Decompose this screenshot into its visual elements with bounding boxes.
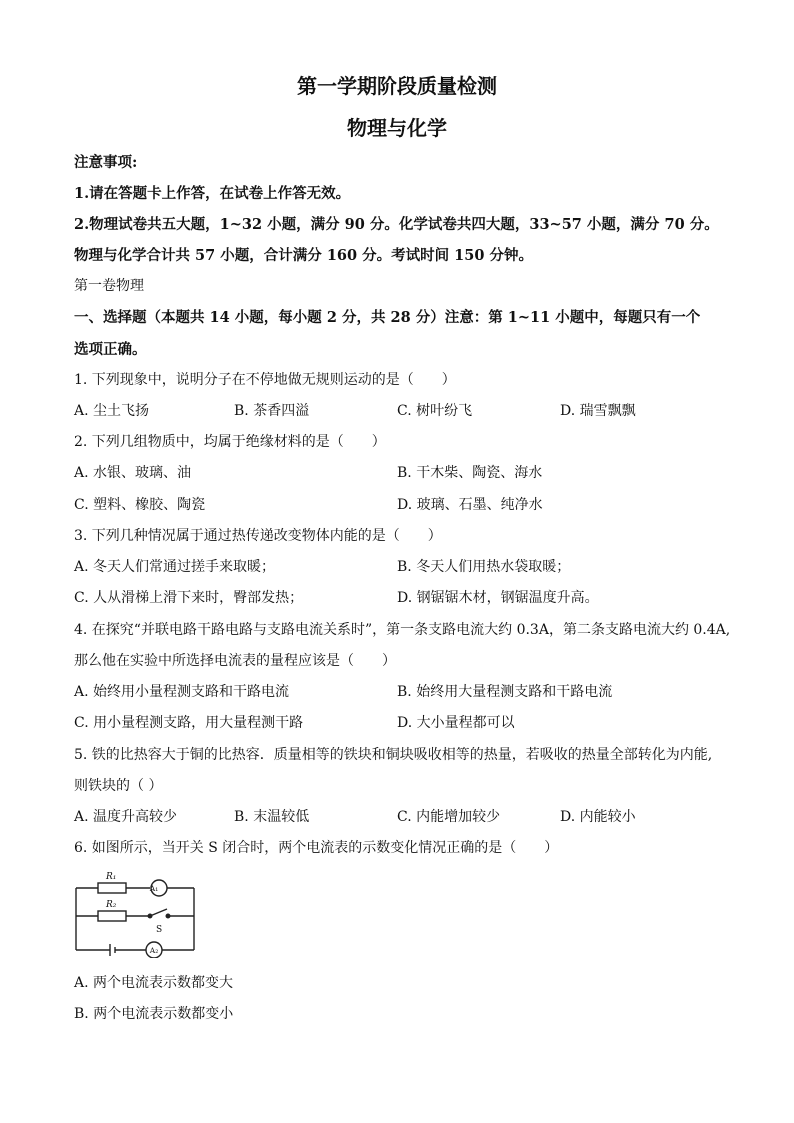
question-6-stem: 6. 如图所示，当开关 S 闭合时，两个电流表的示数变化情况正确的是（ ） [74,840,559,856]
question-2-option-c: C. 塑料、橡胶、陶瓷 [74,497,206,513]
question-2-option-d: D. 玻璃、石墨、纯净水 [397,497,543,513]
question-4-stem-line-1: 4. 在探究“并联电路干路电路与支路电流关系时”，第一条支路电流大约 0.3A，第二条支路电流大约 0.4A, [74,622,731,638]
label-switch: S [156,925,163,935]
question-4-option-b: B. 始终用大量程测支路和干路电流 [397,684,613,700]
switch-s [150,909,167,916]
question-1-stem: 1. 下列现象中，说明分子在不停地做无规则运动的是（ ） [74,372,456,388]
question-1-option-b: B. 茶香四溢 [234,403,310,419]
notice-heading: 注意事项: [74,154,138,171]
page-subtitle: 物理与化学 [347,116,447,140]
question-4-option-a: A. 始终用小量程测支路和干路电流 [74,684,290,700]
notice-item-2-line-2: 物理与化学合计共 57 小题，合计满分 160 分。考试时间 150 分钟。 [74,247,533,264]
resistor-r2 [98,911,126,921]
volume-heading: 第一卷物理 [74,278,144,294]
notice-item-1: 1.请在答题卡上作答，在试卷上作答无效。 [74,185,351,202]
circuit-diagram [70,868,200,958]
question-4-option-d: D. 大小量程都可以 [397,715,515,731]
section-heading-line-2: 选项正确。 [74,341,147,358]
question-1-option-d: D. 瑞雪飘飘 [560,403,636,419]
question-5-option-c: C. 内能增加较少 [397,809,501,825]
question-6-option-a: A. 两个电流表示数都变大 [74,975,234,991]
label-r1: R₁ [106,872,117,882]
label-ammeter-a1: A₁ [149,884,159,893]
question-3-stem: 3. 下列几种情况属于通过热传递改变物体内能的是（ ） [74,528,442,544]
question-1-option-c: C. 树叶纷飞 [397,403,473,419]
question-5-stem-line-1: 5. 铁的比热容大于铜的比热容．质量相等的铁块和铜块吸收相等的热量，若吸收的热量全部转化为内能, [74,747,713,763]
resistor-r1 [98,883,126,893]
question-5-option-a: A. 温度升高较少 [74,809,178,825]
label-ammeter-a2: A₂ [149,946,159,955]
question-5-option-b: B. 末温较低 [234,809,310,825]
question-2-option-a: A. 水银、玻璃、油 [74,465,192,481]
question-5-option-d: D. 内能较小 [560,809,636,825]
question-2-option-b: B. 干木柴、陶瓷、海水 [397,465,543,481]
question-4-option-c: C. 用小量程测支路，用大量程测干路 [74,715,304,731]
section-heading-line-1: 一、选择题（本题共 14 小题，每小题 2 分，共 28 分）注意：第 1~11 小题中，每题只有一个 [74,309,701,326]
notice-item-2-line-1: 2.物理试卷共五大题，1~32 小题，满分 90 分。化学试卷共四大题，33~57 小题，满分 70 分。 [74,216,719,233]
question-6-option-b: B. 两个电流表示数都变小 [74,1006,234,1022]
question-3-option-b: B. 冬天人们用热水袋取暖； [397,559,571,575]
question-1-option-a: A. 尘土飞扬 [74,403,150,419]
page-title: 第一学期阶段质量检测 [297,74,497,98]
question-3-option-a: A. 冬天人们常通过搓手来取暖； [74,559,276,575]
question-4-stem-line-2: 那么他在实验中所选择电流表的量程应该是（ ） [74,653,396,669]
question-3-option-c: C. 人从滑梯上滑下来时，臀部发热； [74,590,304,606]
question-3-option-d: D. 钢锯锯木材，钢锯温度升高。 [397,590,599,606]
question-5-stem-line-2: 则铁块的（ ） [74,778,163,794]
label-r2: R₂ [106,900,117,910]
question-2-stem: 2. 下列几组物质中，均属于绝缘材料的是（ ） [74,434,386,450]
